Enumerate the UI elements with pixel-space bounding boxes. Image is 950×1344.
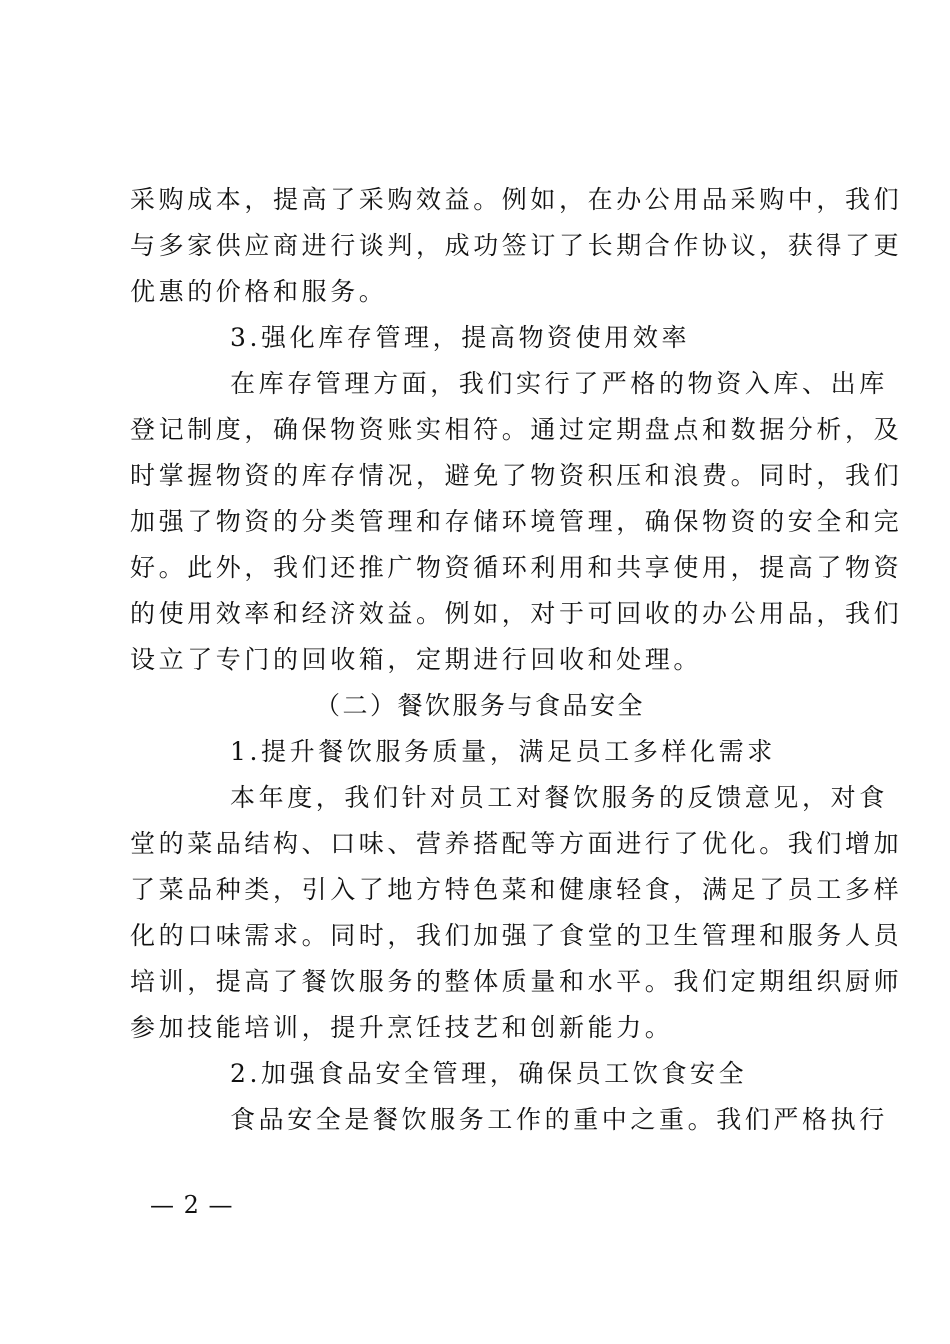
paragraph-line: 好。此外，我们还推广物资循环利用和共享使用，提高了物资 (130, 553, 903, 582)
paragraph-line: 设立了专门的回收箱，定期进行回收和处理。 (130, 645, 703, 674)
subheading-inventory: 3.强化库存管理，提高物资使用效率 (230, 323, 691, 352)
paragraph-line: 参加技能培训，提升烹饪技艺和创新能力。 (130, 1013, 674, 1042)
section-heading-catering: （二）餐饮服务与食品安全 (314, 691, 645, 720)
paragraph-line: 采购成本，提高了采购效益。例如，在办公用品采购中，我们 (130, 185, 903, 214)
paragraph-line: 堂的菜品结构、口味、营养搭配等方面进行了优化。我们增加 (130, 829, 903, 858)
paragraph-line: 优惠的价格和服务。 (130, 277, 388, 306)
subheading-food-safety: 2.加强食品安全管理，确保员工饮食安全 (230, 1059, 748, 1088)
paragraph-line: 培训，提高了餐饮服务的整体质量和水平。我们定期组织厨师 (130, 967, 903, 996)
paragraph-line: 时掌握物资的库存情况，避免了物资积压和浪费。同时，我们 (130, 461, 903, 490)
paragraph-line: 化的口味需求。同时，我们加强了食堂的卫生管理和服务人员 (130, 921, 903, 950)
paragraph-line: 本年度，我们针对员工对餐饮服务的反馈意见，对食 (230, 783, 888, 812)
paragraph-line: 加强了物资的分类管理和存储环境管理，确保物资的安全和完 (130, 507, 903, 536)
paragraph-line: 的使用效率和经济效益。例如，对于可回收的办公用品，我们 (130, 599, 903, 628)
page-number: — 2 — (150, 1191, 234, 1219)
paragraph-line: 与多家供应商进行谈判，成功签订了长期合作协议，获得了更 (130, 231, 903, 260)
subheading-service-quality: 1.提升餐饮服务质量，满足员工多样化需求 (230, 737, 776, 766)
paragraph-line: 了菜品种类，引入了地方特色菜和健康轻食，满足了员工多样 (130, 875, 903, 904)
paragraph-line: 食品安全是餐饮服务工作的重中之重。我们严格执行 (230, 1105, 888, 1134)
paragraph-line: 登记制度，确保物资账实相符。通过定期盘点和数据分析，及 (130, 415, 903, 444)
paragraph-line: 在库存管理方面，我们实行了严格的物资入库、出库 (230, 369, 888, 398)
document-body (130, 177, 903, 1143)
